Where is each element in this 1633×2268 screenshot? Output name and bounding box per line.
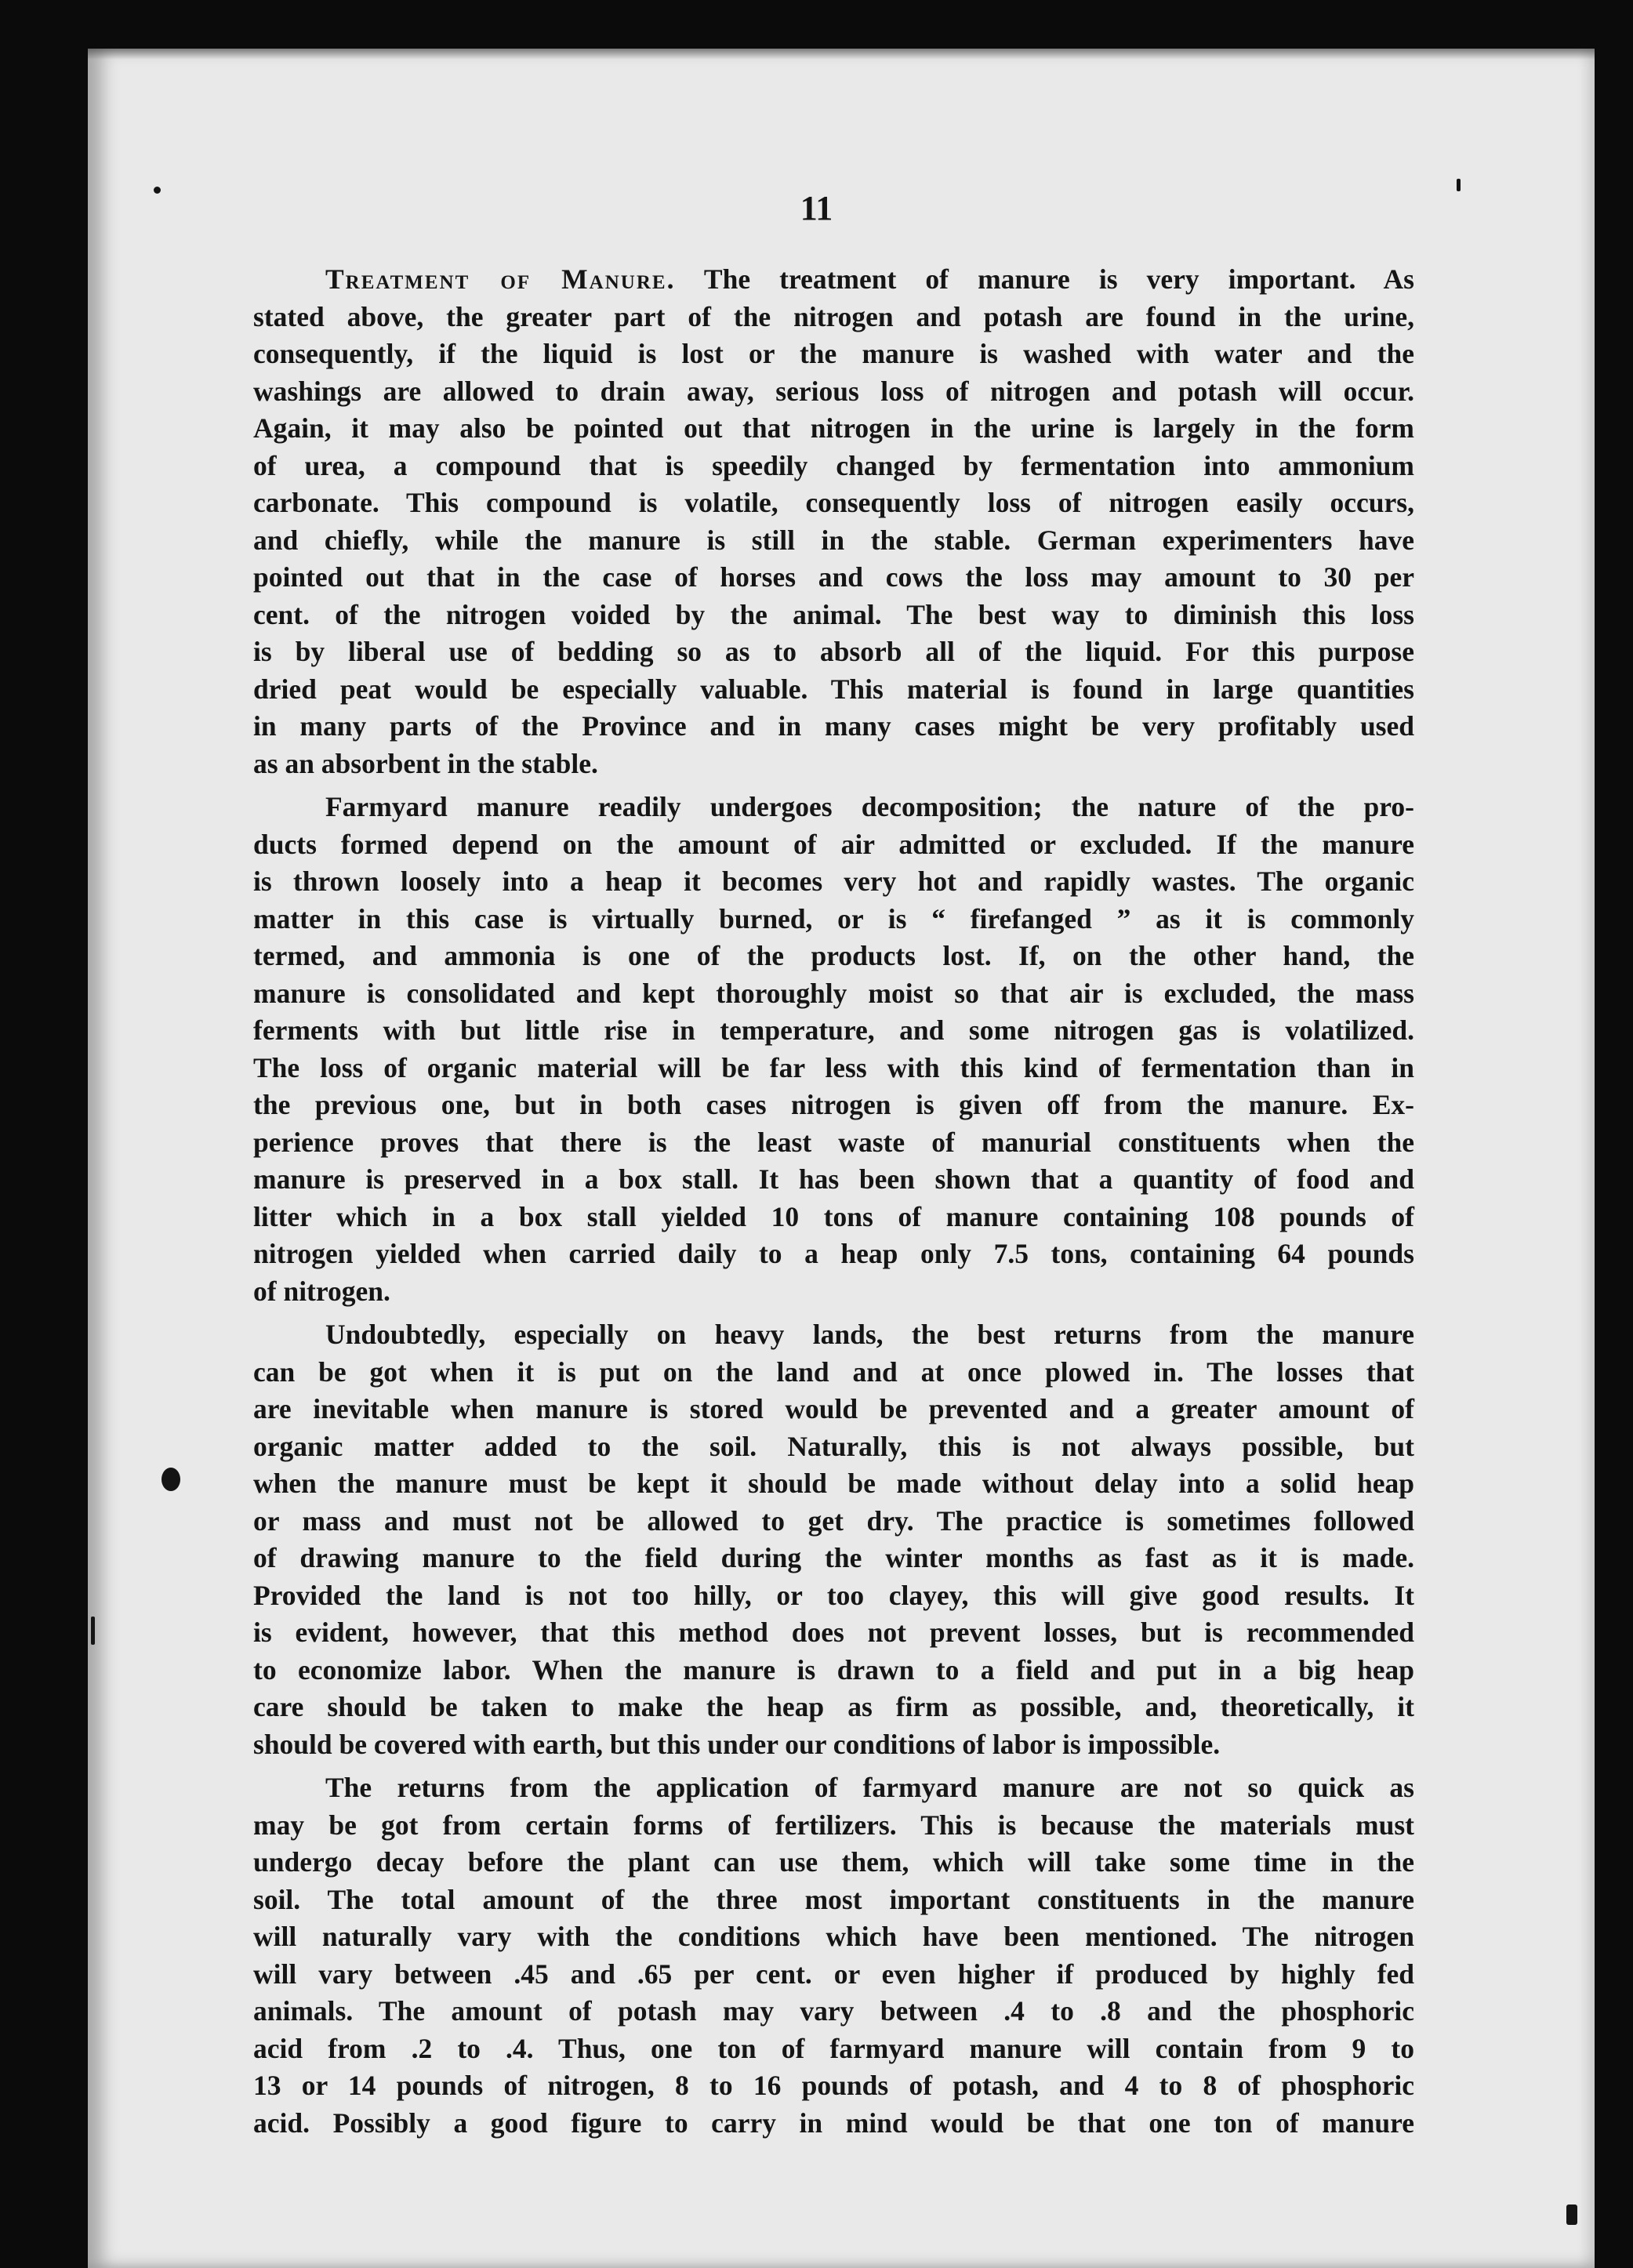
paragraph-line: or mass and must not be allowed to get dry. The practice is sometimes followed xyxy=(253,1504,1414,1537)
paragraph-line xyxy=(253,261,1414,299)
line-text: The treatment of manure is very important. As xyxy=(703,263,1414,295)
paragraph-line: stated above, the greater part of the nitrogen and potash are found in the urine, xyxy=(253,300,1414,332)
paragraph-line: to economize labor. When the manure is drawn to a field and put in a big heap xyxy=(253,1653,1414,1686)
paragraph-line: may be got from certain forms of fertilizers. This is because the materials must xyxy=(253,1809,1414,1841)
page-top-shadow xyxy=(88,49,1595,60)
paragraph-line: organic matter added to the soil. Naturally, this is not always possible, but xyxy=(253,1430,1414,1462)
paragraph-returns xyxy=(253,1769,1414,2142)
paragraph-line: animals. The amount of potash may vary between .4 to .8 and the phosphoric xyxy=(253,1995,1414,2027)
paragraph-line: termed, and ammonia is one of the products lost. If, on the other hand, the xyxy=(253,940,1414,971)
scan-speck xyxy=(161,1468,180,1491)
paragraph-line: consequently, if the liquid is lost or the manure is washed with water and the xyxy=(253,338,1414,369)
page-number: 11 xyxy=(800,189,833,227)
paragraph-line: of urea, a compound that is speedily changed by fermentation into ammonium xyxy=(253,449,1414,481)
paragraph-line: The returns from the application of farmyard manure are not so quick as xyxy=(325,1772,1414,1803)
paragraph-line: undergo decay before the plant can use them, which will take some time in the xyxy=(253,1846,1414,1878)
paragraph-line: ducts formed depend on the amount of air admitted or excluded. If the manure xyxy=(253,828,1414,860)
paragraph-line: is evident, however, that this method does not prevent losses, but is recommended xyxy=(253,1617,1414,1648)
paragraph-plowing-in xyxy=(253,1316,1414,1763)
paragraph-line: nitrogen yielded when carried daily to a heap only 7.5 tons, containing 64 pounds xyxy=(253,1238,1414,1269)
paragraph-line: Farmyard manure readily undergoes decomposition; the nature of the pro- xyxy=(325,791,1414,822)
paragraph-line: ferments with but little rise in temperature, and some nitrogen gas is volatilized. xyxy=(253,1014,1414,1046)
paragraph-line: of nitrogen. xyxy=(253,1275,390,1307)
paragraph-decomposition xyxy=(253,789,1414,1310)
paragraph-treatment-of-manure xyxy=(253,261,1414,782)
paragraph-line: will naturally vary with the conditions which have been mentioned. The nitrogen xyxy=(253,1921,1414,1952)
paragraph-line: and chiefly, while the manure is still in the stable. German experimenters have xyxy=(253,524,1414,556)
paragraph-line: cent. of the nitrogen voided by the animal. The best way to diminish this loss xyxy=(253,598,1414,630)
paragraph-line: in many parts of the Province and in many cases might be very profitably used xyxy=(253,710,1414,742)
paragraph-line: will vary between .45 and .65 per cent. or even higher if produced by highly fed xyxy=(253,1958,1414,1990)
paragraph-line: matter in this case is virtually burned, or is “ firefanged ” as it is commonly xyxy=(253,902,1414,934)
scan-speck xyxy=(1566,2204,1577,2225)
paragraph-line: the previous one, but in both cases nitrogen is given off from the manure. Ex- xyxy=(253,1089,1414,1120)
paragraph-line: is by liberal use of bedding so as to absorb all of the liquid. For this purpose xyxy=(253,636,1414,667)
paragraph-line: 13 or 14 pounds of nitrogen, 8 to 16 pounds of potash, and 4 to 8 of phosphoric xyxy=(253,2070,1414,2101)
paragraph-line: acid from .2 to .4. Thus, one ton of farmyard manure will contain from 9 to xyxy=(253,2032,1414,2064)
paragraph-line: litter which in a box stall yielded 10 tons of manure containing 108 pounds of xyxy=(253,1200,1414,1232)
paragraph-line: are inevitable when manure is stored would be prevented and a greater amount of xyxy=(253,1393,1414,1424)
paragraph-line: is thrown loosely into a heap it becomes very hot and rapidly wastes. The organic xyxy=(253,865,1414,897)
paragraph-line: carbonate. This compound is volatile, consequently loss of nitrogen easily occurs, xyxy=(253,487,1414,518)
paragraph-line: acid. Possibly a good figure to carry in mind would be that one ton of manure xyxy=(253,2107,1414,2139)
body-text xyxy=(253,261,1414,2142)
paragraph-line: Again, it may also be pointed out that nitrogen in the urine is largely in the form xyxy=(253,412,1414,444)
scan-speck xyxy=(91,1617,95,1645)
paragraph-line: of drawing manure to the field during the winter months as fast as it is made. xyxy=(253,1542,1414,1573)
paragraph-line: soil. The total amount of the three most important constituents in the manure xyxy=(253,1883,1414,1915)
paragraph-line: should be covered with earth, but this under our conditions of labor is impossible. xyxy=(253,1728,1221,1760)
paragraph-line: when the manure must be kept it should be made without delay into a solid heap xyxy=(253,1468,1414,1499)
section-heading: Treatment of Manure. xyxy=(325,263,676,295)
paragraph-line: The loss of organic material will be far less with this kind of fermentation than in xyxy=(253,1051,1414,1083)
paragraph-line: care should be taken to make the heap as firm as possible, and, theoretically, it xyxy=(253,1691,1414,1722)
paragraph-line: Provided the land is not too hilly, or too clayey, this will give good results. It xyxy=(253,1579,1414,1611)
paragraph-line: dried peat would be especially valuable. This material is found in large quantities xyxy=(253,673,1414,705)
paragraph-line: manure is preserved in a box stall. It has been shown that a quantity of food and xyxy=(253,1163,1414,1195)
paragraph-line: manure is consolidated and kept thoroughly moist so that air is excluded, the mass xyxy=(253,977,1414,1009)
paragraph-line: Undoubtedly, especially on heavy lands, the best returns from the manure xyxy=(325,1319,1414,1350)
paragraph-line: perience proves that there is the least waste of manurial constituents when the xyxy=(253,1126,1414,1158)
paragraph-line: washings are allowed to drain away, serious loss of nitrogen and potash will occur. xyxy=(253,375,1414,407)
paragraph-line: can be got when it is put on the land and at once plowed in. The losses that xyxy=(253,1355,1414,1388)
paragraph-line: as an absorbent in the stable. xyxy=(253,747,598,779)
paragraph-line: pointed out that in the case of horses and cows the loss may amount to 30 per xyxy=(253,561,1414,593)
